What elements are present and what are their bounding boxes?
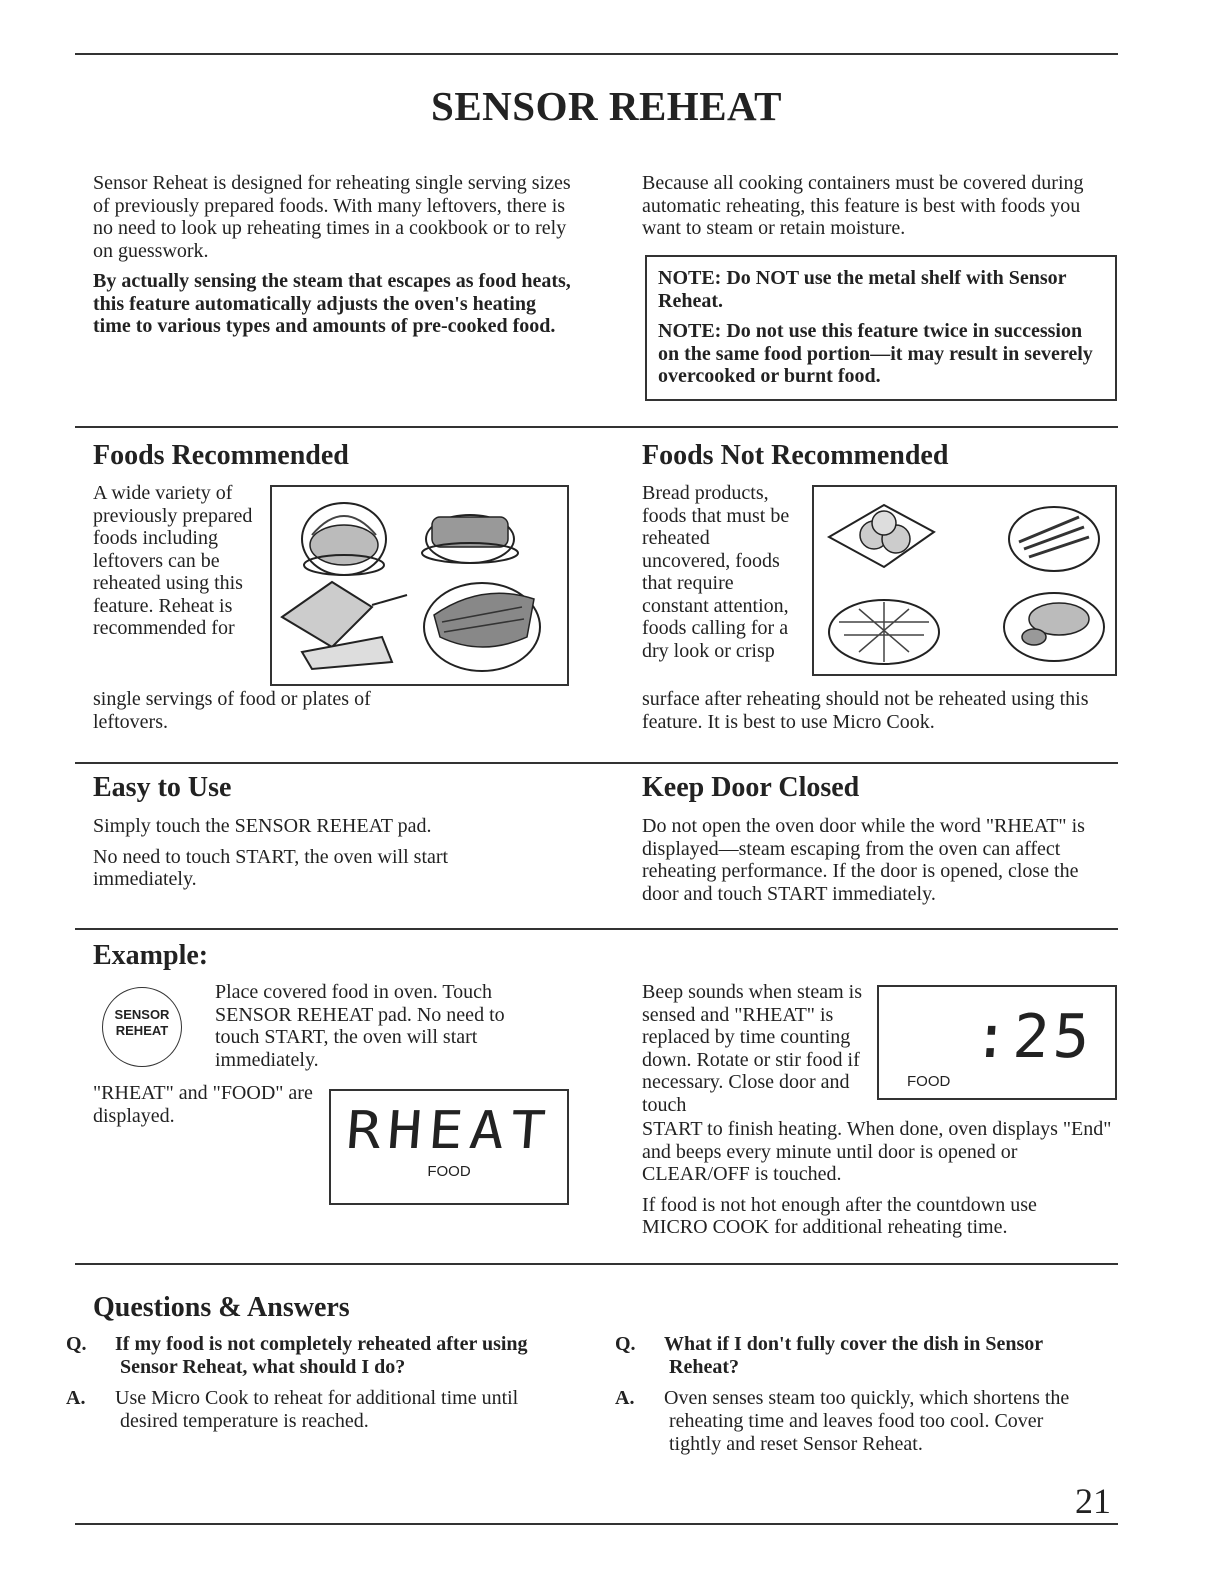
- page-title: SENSOR REHEAT: [431, 83, 782, 129]
- display-rheat-food: FOOD: [427, 1163, 471, 1180]
- qa-right: [615, 1333, 1092, 1456]
- intro-left: [93, 172, 578, 338]
- section-rule: [75, 928, 1118, 930]
- uncovered-dishes-icon: [814, 487, 1115, 674]
- question-2: [615, 1333, 1092, 1379]
- pad-label-line1: SENSOR: [114, 1007, 170, 1022]
- q1-text: If my food is not completely reheated after using Sensor Reheat, what should I do?: [115, 1333, 528, 1378]
- section-rule: [75, 1263, 1118, 1265]
- top-rule: [75, 53, 1118, 55]
- answer-1: [66, 1387, 543, 1433]
- display-rheat-main: RHEAT: [344, 1101, 554, 1161]
- note-metal-shelf: NOTE: Do NOT use the metal shelf with Sensor Reheat.: [658, 267, 1067, 312]
- q2-text: What if I don't fully cover the dish in Sensor Reheat?: [664, 1333, 1043, 1378]
- page-number: 21: [1075, 1481, 1111, 1521]
- display-rheat: [329, 1089, 569, 1205]
- example-step2: [93, 1082, 318, 1127]
- a1-text: Use Micro Cook to reheat for additional time until desired temperature is reached.: [115, 1387, 519, 1432]
- recommended-foods-illustration: [270, 485, 569, 686]
- foods-not-recommended-rest-wrap: [642, 688, 1112, 733]
- section-rule: [75, 426, 1118, 428]
- keep-door-closed-p1: Do not open the oven door while the word "RHEAT" is displayed—steam escaping from the oven can affect reheating performance. If the door is opened, close the door and touch START immediately.: [642, 815, 1085, 905]
- foods-not-recommended-heading: Foods Not Recommended: [642, 440, 949, 471]
- containers-paragraph: Because all cooking containers must be covered during automatic reheating, this feature is best with foods you want to steam or retain moisture.: [642, 172, 1084, 239]
- example-step4: If food is not hot enough after the countdown use MICRO COOK for additional reheating time.: [642, 1193, 1037, 1238]
- intro-paragraph: Sensor Reheat is designed for reheating single serving sizes of previously prepared foods. With many leftovers, there is no need to look up reheating times in a cookbook or to rely on guesswork.: [93, 172, 571, 262]
- q2-label: Q.: [615, 1333, 636, 1355]
- foods-not-recommended-short: Bread products, foods that must be reheated uncovered, foods that require constant attention, foods calling for a dry look or crisp: [642, 482, 790, 662]
- foods-recommended-text: [93, 482, 263, 640]
- example-heading: Example:: [93, 940, 209, 971]
- easy-to-use-p1: Simply touch the SENSOR REHEAT pad.: [93, 815, 432, 837]
- example-step3: [642, 981, 874, 1116]
- pad-label-line2: REHEAT: [115, 1023, 169, 1038]
- example-step3-rest: START to finish heating. When done, oven displays "End" and beeps every minute until door is opened or CLEAR/OFF is touched.: [642, 1118, 1112, 1185]
- sensor-reheat-pad-icon: [102, 987, 182, 1067]
- a2-label: A.: [615, 1387, 635, 1409]
- intro-right: [642, 172, 1112, 240]
- answer-2: [615, 1387, 1092, 1456]
- a2-text: Oven senses steam too quickly, which shortens the reheating time and leaves food too cool. Cover tightly and reset Sensor Reheat.: [664, 1387, 1070, 1455]
- covered-dishes-icon: [272, 487, 567, 684]
- qa-heading: Questions & Answers: [93, 1292, 350, 1323]
- bottom-rule: [75, 1523, 1118, 1525]
- q1-label: Q.: [66, 1333, 87, 1355]
- foods-recommended-rest-wrap: [93, 688, 393, 733]
- not-recommended-foods-illustration: [812, 485, 1117, 676]
- easy-to-use-heading: Easy to Use: [93, 772, 232, 803]
- question-1: [66, 1333, 543, 1379]
- foods-recommended-heading: Foods Recommended: [93, 440, 349, 471]
- display-countdown: [877, 985, 1117, 1100]
- note-twice: NOTE: Do not use this feature twice in succession on the same food portion—it may result in severely overcooked or burnt food.: [658, 320, 1093, 387]
- foods-not-recommended-text: [642, 482, 802, 662]
- display-countdown-food: FOOD: [907, 1073, 951, 1090]
- example-step3-short: Beep sounds when steam is sensed and "RHEAT" is replaced by time counting down. Rotate or stir food if necessary. Close door and touch: [642, 981, 862, 1116]
- qa-left: [66, 1333, 543, 1433]
- intro-bold-paragraph: By actually sensing the steam that escapes as food heats, this feature automatically adjusts the oven's heating time to various types and amounts of pre-cooked food.: [93, 270, 571, 337]
- example-step1: [215, 981, 545, 1071]
- example-step3-rest-wrap: [642, 1118, 1112, 1239]
- display-countdown-main: :25: [970, 1002, 1096, 1072]
- foods-not-recommended-rest: surface after reheating should not be reheated using this feature. It is best to use Micro Cook.: [642, 688, 1089, 733]
- section-rule: [75, 762, 1118, 764]
- easy-to-use-p2: No need to touch START, the oven will start immediately.: [93, 845, 449, 890]
- note-box: [645, 255, 1117, 401]
- example-step1-text: Place covered food in oven. Touch SENSOR REHEAT pad. No need to touch START, the oven will start immediately.: [215, 981, 505, 1071]
- a1-label: A.: [66, 1387, 86, 1409]
- easy-to-use-text: [93, 815, 523, 891]
- keep-door-closed-text: [642, 815, 1117, 905]
- foods-recommended-rest: single servings of food or plates of leftovers.: [93, 688, 371, 733]
- keep-door-closed-heading: Keep Door Closed: [642, 772, 860, 803]
- foods-recommended-short: A wide variety of previously prepared foods including leftovers can be reheated using this feature. Reheat is recommended for: [93, 482, 253, 639]
- example-step2-text: "RHEAT" and "FOOD" are displayed.: [93, 1082, 313, 1127]
